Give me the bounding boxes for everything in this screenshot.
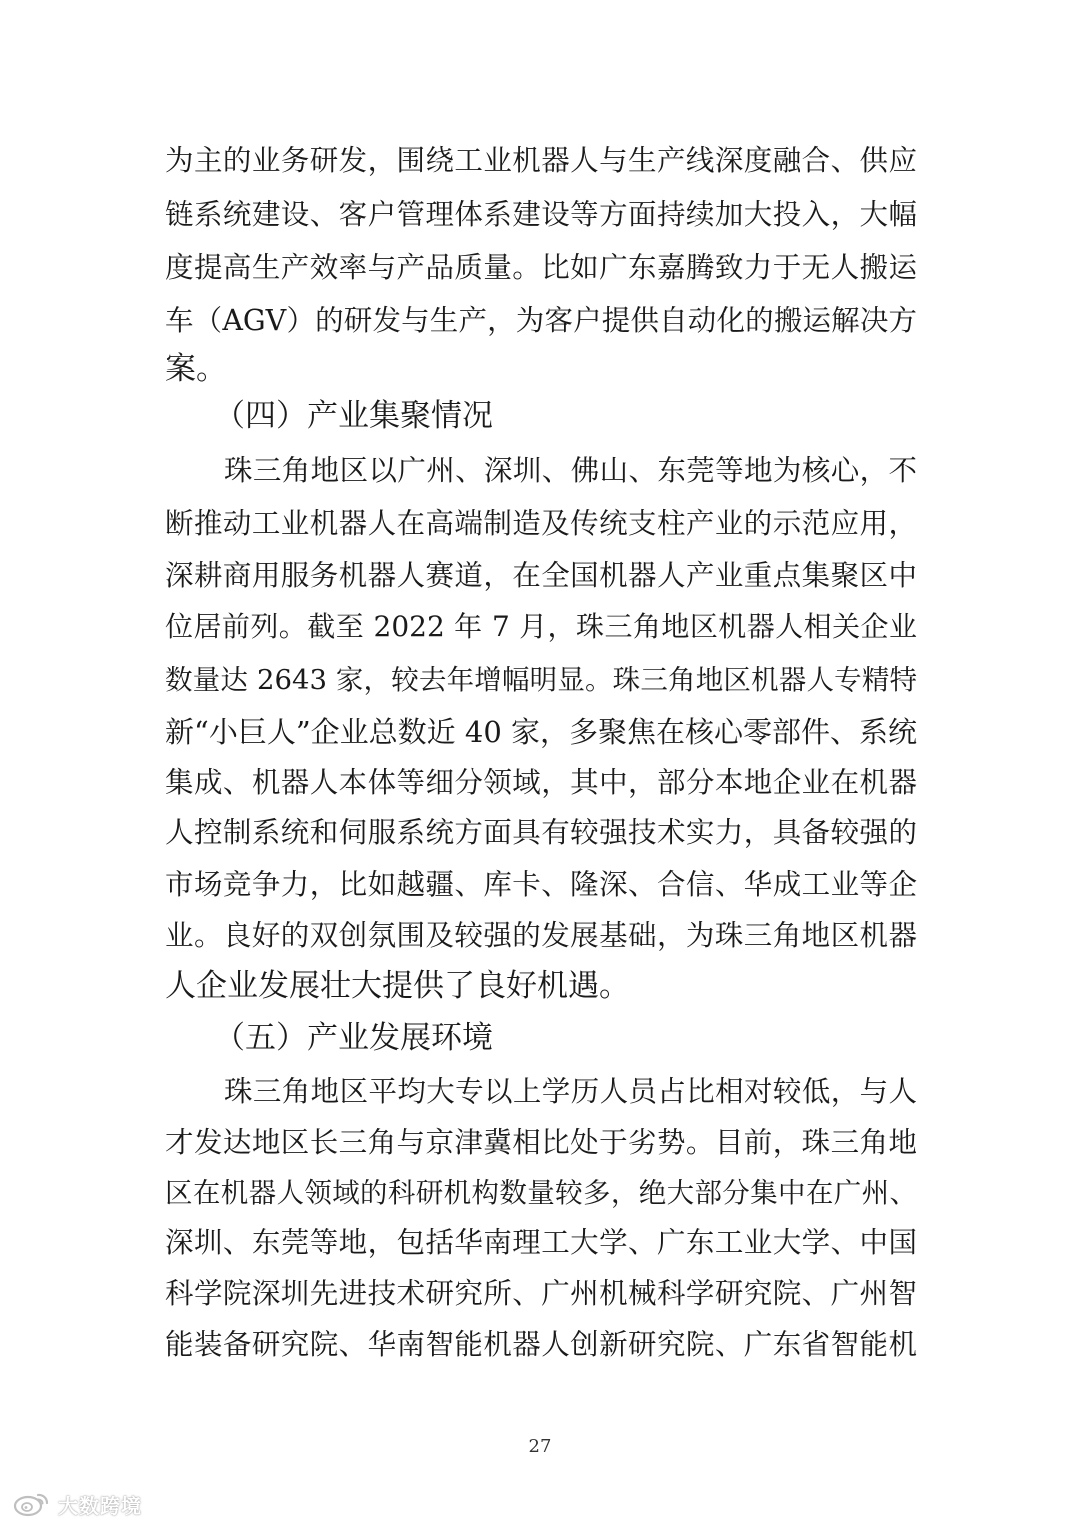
paragraph-line: 人企业发展壮大提供了良好机遇。	[165, 968, 630, 1004]
section-heading-4: （四）产业集聚情况	[214, 398, 493, 434]
paragraph-line: 业。良好的双创氛围及较强的发展基础，为珠三角地区机器	[165, 919, 917, 952]
paragraph-line: 珠三角地区平均大专以上学历人员占比相对较低，与人	[224, 1075, 917, 1108]
weibo-logo-icon	[12, 1491, 52, 1517]
paragraph-line: 位居前列。截至 2022 年 7 月，珠三角地区机器人相关企业	[165, 610, 917, 643]
paragraph-line: 珠三角地区以广州、深圳、佛山、东莞等地为核心，不	[224, 454, 917, 487]
paragraph-line: 人控制系统和伺服系统方面具有较强技术实力，具备较强的	[165, 816, 917, 849]
paragraph-line: 链系统建设、客户管理体系建设等方面持续加大投入，大幅	[165, 198, 917, 231]
paragraph-line: 市场竞争力，比如越疆、库卡、隆深、合信、华成工业等企	[165, 868, 917, 901]
paragraph-line: 新“小巨人”企业总数近 40 家，多聚焦在核心零部件、系统	[165, 715, 917, 749]
paragraph-line: 为主的业务研发，围绕工业机器人与生产线深度融合、供应	[165, 144, 917, 177]
paragraph-line: 车（AGV）的研发与生产，为客户提供自动化的搬运解决方	[165, 304, 917, 337]
paragraph-line: 才发达地区长三角与京津冀相比处于劣势。目前，珠三角地	[165, 1126, 917, 1159]
section-heading-5: （五）产业发展环境	[214, 1020, 493, 1056]
paragraph-line: 区在机器人领域的科研机构数量较多，绝大部分集中在广州、	[165, 1177, 917, 1209]
paragraph-line: 科学院深圳先进技术研究所、广州机械科学研究院、广州智	[165, 1277, 917, 1310]
paragraph-line: 案。	[165, 351, 227, 387]
paragraph-line: 深圳、东莞等地，包括华南理工大学、广东工业大学、中国	[165, 1226, 917, 1259]
paragraph-line: 断推动工业机器人在高端制造及传统支柱产业的示范应用，	[165, 507, 917, 540]
watermark	[12, 1490, 142, 1518]
paragraph-line: 深耕商用服务机器人赛道，在全国机器人产业重点集聚区中	[165, 559, 917, 592]
watermark-text: 大数跨境	[58, 1493, 142, 1518]
paragraph-line: 能装备研究院、华南智能机器人创新研究院、广东省智能机	[165, 1328, 917, 1361]
paragraph-line: 数量达 2643 家，较去年增幅明显。珠三角地区机器人专精特	[165, 664, 917, 696]
paragraph-line: 度提高生产效率与产品质量。比如广东嘉腾致力于无人搬运	[165, 251, 917, 284]
paragraph-line: 集成、机器人本体等细分领域，其中，部分本地企业在机器	[165, 766, 917, 799]
page-number: 27	[528, 1436, 552, 1457]
